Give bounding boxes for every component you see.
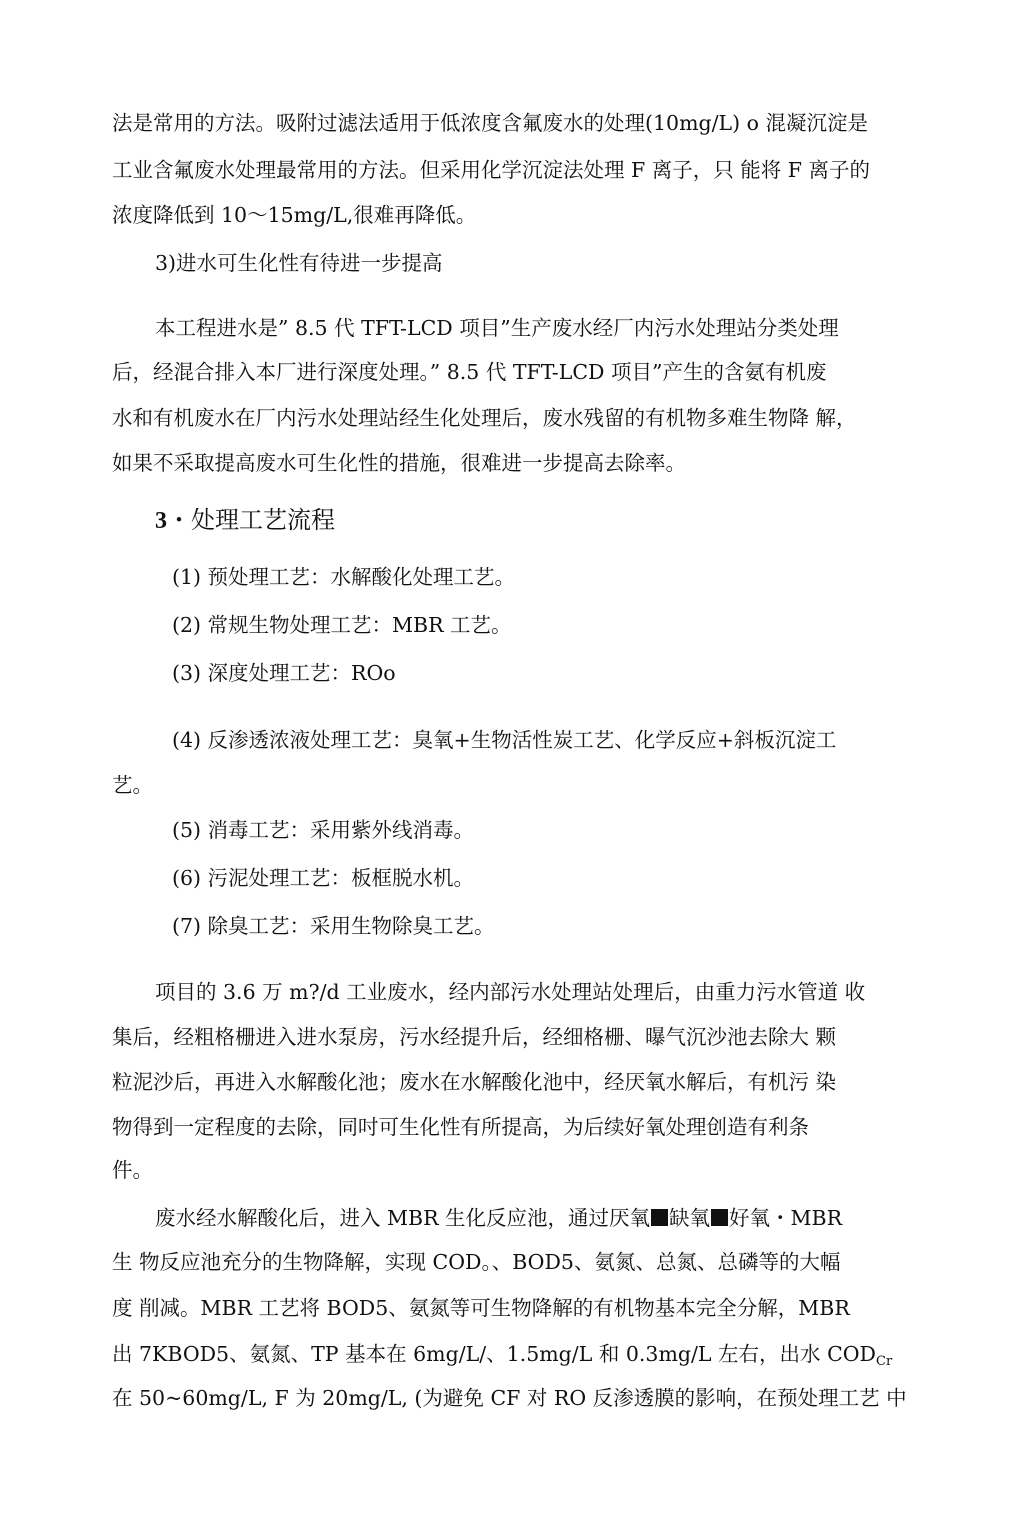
paragraph-line: 物得到一定程度的去除，同吋可生化性有所提高，为后续好氧处理创造有利条 — [112, 1115, 809, 1139]
list-item: (7) 除臭工艺：采用生物除臭工艺。 — [172, 914, 495, 938]
section-separator: ・ — [167, 506, 191, 534]
list-item: (2) 常规生物处理工艺：MBR 工艺。 — [172, 613, 512, 637]
paragraph-line: 集后，经粗格栅进入进水泵房，污水经提升后，经细格栅、曝气沉沙池去除大 颗 — [112, 1025, 837, 1049]
list-item: (1) 预处理工艺：水解酸化处理工艺。 — [172, 565, 516, 589]
paragraph-line: 本工程进水是” 8.5 代 TFT-LCD 项目”生产废水经厂内污水处理站分类处理 — [155, 316, 839, 340]
section-heading — [155, 505, 335, 536]
paragraph-line: 浓度降低到 10～15mg/L,很难再降低。 — [112, 203, 477, 227]
paragraph-line: 工业含氟废水处理最常用的方法。但采用化学沉淀法处理 F 离子，只 能将 F 离子的 — [112, 158, 871, 182]
paragraph-line: 件。 — [112, 1158, 153, 1182]
list-item: (5) 消毒工艺：采用紫外线消毒。 — [172, 818, 475, 842]
text-segment: 出 7KBOD5、氨氮、TP 基本在 6mg/L/、1.5mg/L 和 0.3mg/L 左右，出水 COD — [112, 1342, 876, 1366]
paragraph-line: 水和有机废水在厂内污水处理站经生化处理后，废水残留的有机物多难生物降 解， — [112, 406, 857, 430]
black-square-glyph — [711, 1209, 728, 1226]
section-number: 3 — [155, 508, 167, 534]
paragraph-line — [155, 1203, 842, 1233]
subsection-title: 3)进水可生化性有待进一步提高 — [155, 251, 443, 275]
text-segment: 缺氧 — [669, 1206, 711, 1230]
list-item: (4) 反渗透浓液处理工艺：臭氧+生物活性炭工艺、化学反应+斜板沉淀工 — [172, 728, 837, 752]
list-item: (6) 污泥处理工艺：板框脱水机。 — [172, 866, 475, 890]
black-square-glyph — [651, 1209, 668, 1226]
paragraph-line — [112, 1339, 892, 1369]
paragraph-line: 在 50~60mg/L, F 为 20mg/L, (为避免 CF 对 RO 反渗透膜的影响，在预处理工艺 中 — [112, 1386, 907, 1410]
subscript: Cr — [876, 1354, 893, 1369]
paragraph-line: 如果不采取提高废水可生化性的措施，很难进一步提高去除率。 — [112, 451, 686, 475]
text-segment: 好氧・MBR — [729, 1206, 843, 1230]
paragraph-line: 生 物反应池充分的生物降解，实现 COD。、BOD5、氨氮、总氮、总磷等的大幅 — [112, 1250, 841, 1274]
paragraph-line: 后，经混合排入本厂进行深度处理。” 8.5 代 TFT-LCD 项目”产生的含氨有机废 — [112, 360, 827, 384]
text-segment: 废水经水解酸化后，进入 MBR 生化反应池，通过厌氧 — [155, 1206, 651, 1230]
paragraph-line: 项目的 3.6 万 m?/d 工业废水，经内部污水处理站处理后，由重力污水管道 收 — [155, 980, 866, 1004]
paragraph-line: 粒泥沙后，再进入水解酸化池；废水在水解酸化池中，经厌氧水解后，有机污 染 — [112, 1070, 837, 1094]
paragraph-line: 法是常用的方法。吸附过滤法适用于低浓度含氟废水的处理(10mg/L) o 混凝沉淀是 — [112, 111, 869, 135]
list-item-continuation: 艺。 — [112, 773, 153, 797]
paragraph-line: 度 削减。MBR 工艺将 BOD5、氨氮等可生物降解的有机物基本完全分解，MBR — [112, 1296, 850, 1320]
section-title: 处理工艺流程 — [191, 506, 335, 534]
list-item: (3) 深度处理工艺：ROo — [172, 661, 396, 685]
